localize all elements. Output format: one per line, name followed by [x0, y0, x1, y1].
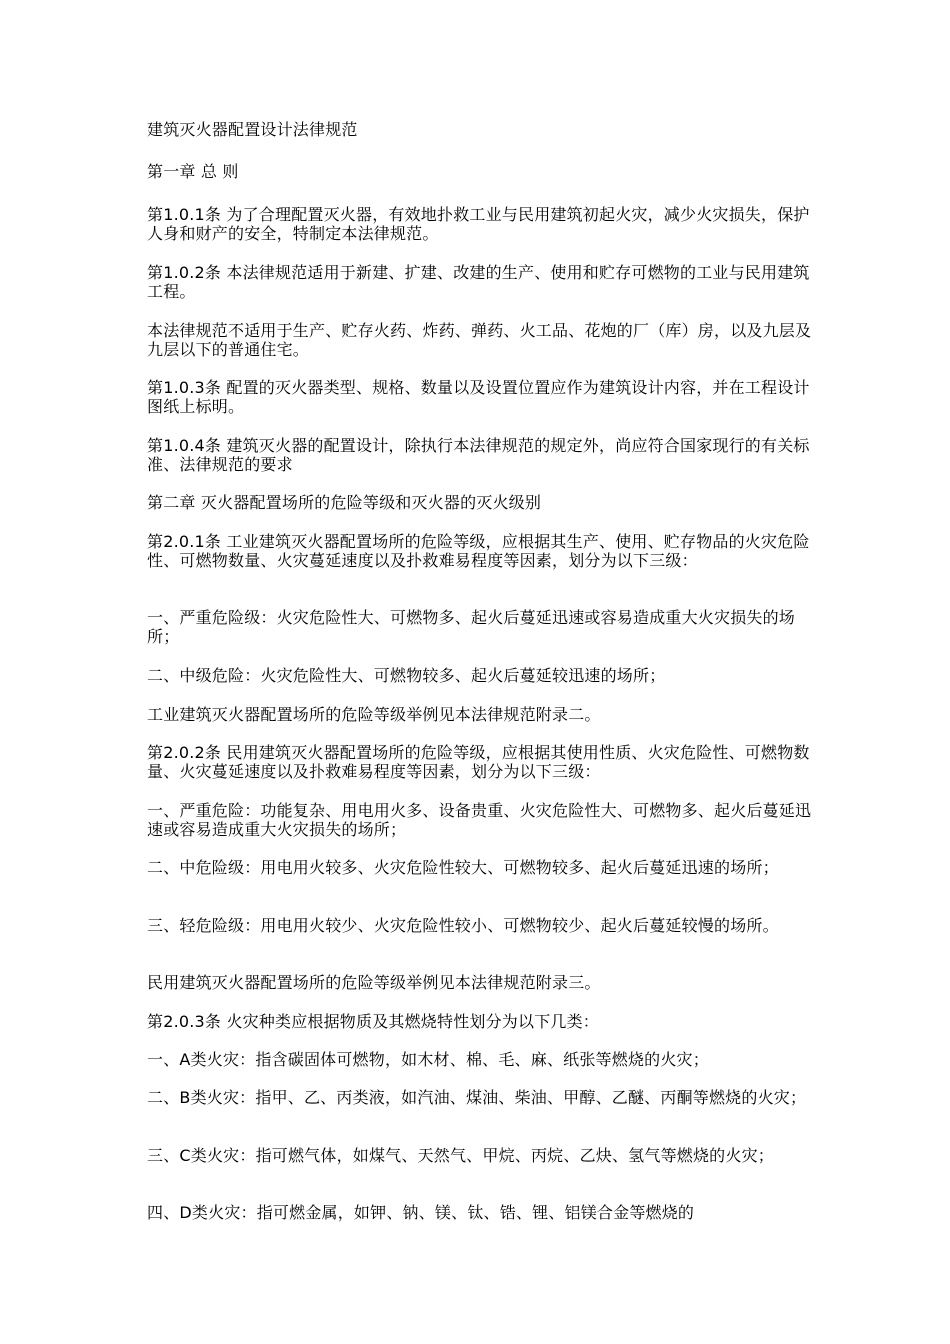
paragraph: 一、严重危险级：火灾危险性大、可燃物多、起火后蔓延迅速或容易造成重大火灾损失的场所； [147, 608, 796, 646]
paragraph: 二、B类火灾：指甲、乙、丙类液，如汽油、煤油、柴油、甲醇、乙醚、丙酮等燃烧的火灾； [147, 1088, 807, 1107]
paragraph: 四、D类火灾：指可燃金属，如钾、钠、镁、钛、锆、锂、铝镁合金等燃烧的 [147, 1203, 695, 1222]
paragraph: 第2.0.3条 火灾种类应根据物质及其燃烧特性划分为以下几类： [147, 1012, 599, 1031]
paragraph: 工业建筑灭火器配置场所的危险等级举例见本法律规范附录二。 [147, 705, 601, 724]
paragraph: 民用建筑灭火器配置场所的危险等级举例见本法律规范附录三。 [147, 973, 601, 992]
paragraph: 第1.0.1条 为了合理配置灭火器，有效地扑救工业与民用建筑初起火灾，减少火灾损失，保护人身和财产的安全，特制定本法律规范。 [147, 205, 810, 243]
paragraph: 二、中危险级：用电用火较多、火灾危险性较大、可燃物较多、起火后蔓延迅速的场所； [147, 858, 779, 877]
paragraph: 第1.0.4条 建筑灭火器的配置设计，除执行本法律规范的规定外，尚应符合国家现行的有关标准、法律规范的要求 [147, 436, 810, 474]
paragraph: 一、严重危险：功能复杂、用电用火多、设备贵重、火灾危险性大、可燃物多、起火后蔓延迅速或容易造成重大火灾损失的场所； [147, 801, 812, 839]
paragraph: 三、轻危险级：用电用火较少、火灾危险性较小、可燃物较少、起火后蔓延较慢的场所。 [147, 916, 779, 935]
paragraph: 第2.0.2条 民用建筑灭火器配置场所的危险等级，应根据其使用性质、火灾危险性、可燃物数量、火灾蔓延速度以及扑救难易程度等因素，划分为以下三级： [147, 743, 810, 781]
paragraph: 第2.0.1条 工业建筑灭火器配置场所的危险等级，应根据其生产、使用、贮存物品的火灾危险性、可燃物数量、火灾蔓延速度以及扑救难易程度等因素，划分为以下三级： [147, 532, 810, 570]
paragraph: 第1.0.2条 本法律规范适用于新建、扩建、改建的生产、使用和贮存可燃物的工业与民用建筑工程。 [147, 263, 810, 301]
paragraph: 二、中级危险：火灾危险性大、可燃物较多、起火后蔓延较迅速的场所； [147, 666, 666, 685]
paragraph: 第1.0.3条 配置的灭火器类型、规格、数量以及设置位置应作为建筑设计内容，并在工程设计图纸上标明。 [147, 378, 810, 416]
paragraph: 第一章 总 则 [147, 162, 239, 181]
paragraph: 三、C类火灾：指可燃气体，如煤气、天然气、甲烷、丙烷、乙炔、氢气等燃烧的火灾； [147, 1146, 774, 1165]
paragraph: 一、A类火灾：指含碳固体可燃物，如木材、棉、毛、麻、纸张等燃烧的火灾； [147, 1050, 709, 1069]
paragraph: 本法律规范不适用于生产、贮存火药、炸药、弹药、火工品、花炮的厂（库）房，以及九层及九层以下的普通住宅。 [147, 321, 812, 359]
document-title: 建筑灭火器配置设计法律规范 [147, 120, 358, 139]
chapter-heading: 第二章 灭火器配置场所的危险等级和灭火器的灭火级别 [147, 493, 542, 512]
